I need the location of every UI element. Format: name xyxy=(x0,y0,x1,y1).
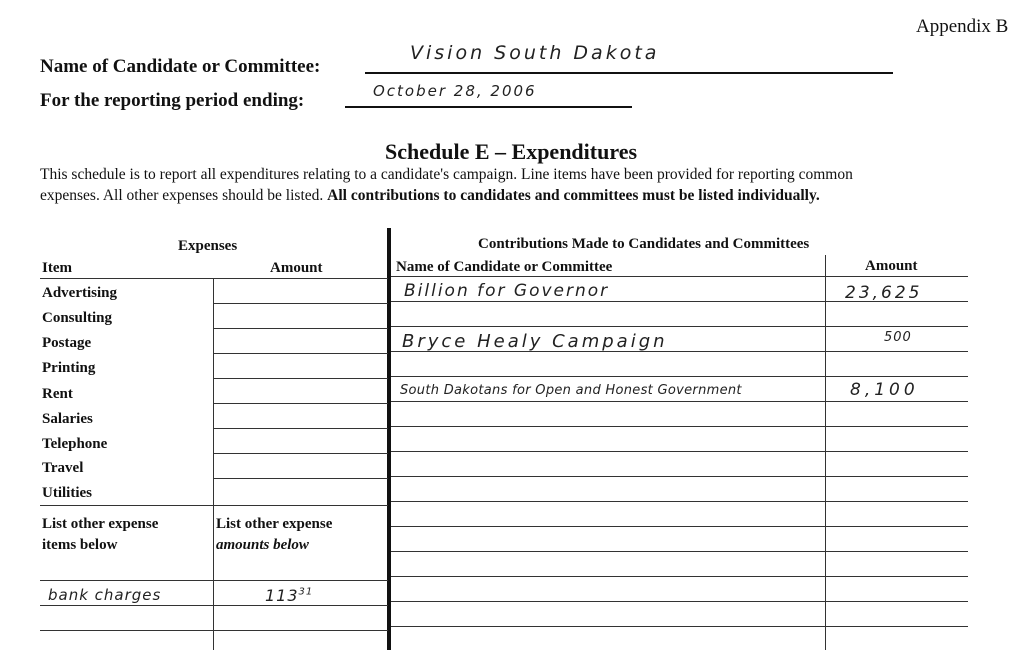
expense-item-advertising: Advertising xyxy=(42,285,117,301)
row-line xyxy=(391,501,968,502)
expense-item-printing: Printing xyxy=(42,360,96,376)
expenses-item-header: Item xyxy=(42,260,72,276)
expense-item-postage: Postage xyxy=(42,335,92,351)
period-value: October 28, 2006 xyxy=(373,82,537,100)
schedule-intro-line2 xyxy=(40,187,820,205)
expense-item-salaries: Salaries xyxy=(42,411,93,427)
name-value: Vision South Dakota xyxy=(410,42,660,64)
row-line xyxy=(391,426,968,427)
expenses-amount-header: Amount xyxy=(270,260,323,276)
other-amounts-header-line1: List other expense xyxy=(216,516,333,532)
contribution-name: Bryce Healy Campaign xyxy=(402,331,668,352)
intro-bold: All contributions to candidates and committees must be listed individually. xyxy=(327,187,820,204)
row-line xyxy=(40,630,388,631)
schedule-title: Schedule E – Expenditures xyxy=(385,139,638,164)
row-line xyxy=(391,551,968,552)
expense-item-rent: Rent xyxy=(42,386,73,402)
other-expense-amount-dollars: 113 xyxy=(265,586,299,605)
contribution-amount: 23,625 xyxy=(845,283,923,303)
other-expense-amount xyxy=(265,586,313,605)
expense-item-consulting: Consulting xyxy=(42,310,113,326)
other-items-header-line1: List other expense xyxy=(42,516,159,532)
other-expense-item: bank charges xyxy=(48,586,162,604)
row-line xyxy=(40,580,388,581)
row-line xyxy=(391,401,968,402)
period-underline xyxy=(345,106,632,108)
contribution-amount: 8,100 xyxy=(850,380,919,400)
intro-plain: expenses. All other expenses should be listed. xyxy=(40,187,324,204)
row-line xyxy=(40,605,388,606)
row-line xyxy=(391,526,968,527)
expense-item-telephone: Telephone xyxy=(42,436,108,452)
appendix-label: Appendix B xyxy=(916,16,1009,37)
contributions-column-divider xyxy=(825,255,826,650)
other-expense-amount-cents: 31 xyxy=(298,586,314,598)
other-items-header-line2: items below xyxy=(42,537,118,553)
row-line xyxy=(40,278,388,279)
row-line xyxy=(391,576,968,577)
row-line xyxy=(213,453,388,454)
row-line xyxy=(391,376,968,377)
expense-item-travel: Travel xyxy=(42,460,84,476)
row-line xyxy=(213,478,388,479)
expense-item-utilities: Utilities xyxy=(42,485,92,501)
name-underline xyxy=(365,72,893,74)
row-line xyxy=(213,328,388,329)
contribution-name: Billion for Governor xyxy=(404,281,610,301)
row-line xyxy=(391,601,968,602)
row-line xyxy=(391,451,968,452)
row-line xyxy=(213,303,388,304)
row-line xyxy=(213,353,388,354)
expenses-column-divider xyxy=(213,278,214,650)
row-line xyxy=(213,428,388,429)
contribution-name: South Dakotans for Open and Honest Government xyxy=(400,383,742,398)
schedule-intro-line1: This schedule is to report all expenditures relating to a candidate's campaign. Line items have been provided for reporting common xyxy=(40,166,853,183)
row-line xyxy=(213,403,388,404)
row-line xyxy=(391,476,968,477)
row-line xyxy=(213,378,388,379)
contributions-amount-header: Amount xyxy=(865,258,918,274)
name-label: Name of Candidate or Committee: xyxy=(40,56,321,77)
contribution-amount: 500 xyxy=(884,330,912,345)
contributions-name-header: Name of Candidate or Committee xyxy=(396,259,613,275)
row-line xyxy=(40,505,388,506)
other-amounts-header-line2: amounts below xyxy=(216,537,309,553)
center-divider xyxy=(387,228,391,650)
row-line xyxy=(391,276,968,277)
contributions-header: Contributions Made to Candidates and Committees xyxy=(478,236,810,252)
expenses-header: Expenses xyxy=(178,238,238,254)
row-line xyxy=(391,326,968,327)
period-label: For the reporting period ending: xyxy=(40,90,305,111)
row-line xyxy=(391,626,968,627)
